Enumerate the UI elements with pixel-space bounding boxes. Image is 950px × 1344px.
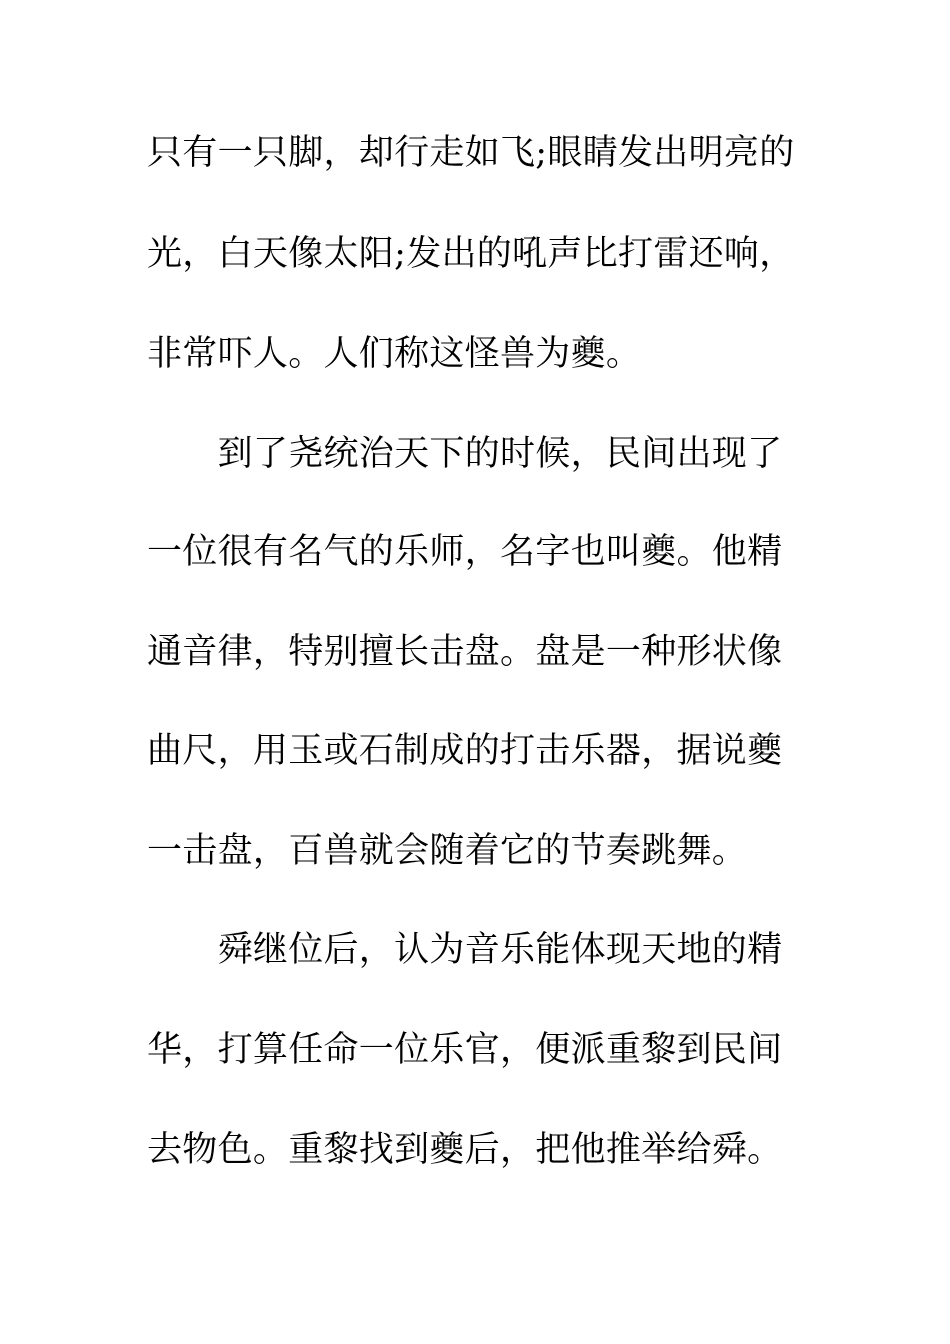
text-line: 只有一只脚，却行走如飞;眼睛发出明亮的 [147, 133, 795, 173]
text-line: 华，打算任命一位乐官，便派重黎到民间 [147, 1030, 783, 1070]
text-line: 非常吓人。人们称这怪兽为夔。 [147, 334, 642, 374]
text-line: 一位很有名气的乐师，名字也叫夔。他精 [147, 532, 783, 572]
text-line: 去物色。重黎找到夔后，把他推举给舜。 [147, 1130, 783, 1170]
paragraph-first-line: 到了尧统治天下的时候，民间出现了 [147, 434, 783, 474]
paragraph-first-line: 舜继位后，认为音乐能体现天地的精 [147, 930, 783, 970]
text-line: 光，白天像太阳;发出的吼声比打雷还响， [147, 234, 795, 274]
text-line: 一击盘，百兽就会随着它的节奏跳舞。 [147, 831, 748, 871]
text-line: 通音律，特别擅长击盘。盘是一种形状像 [147, 632, 783, 672]
text-line: 曲尺，用玉或石制成的打击乐器，据说夔 [147, 731, 783, 771]
